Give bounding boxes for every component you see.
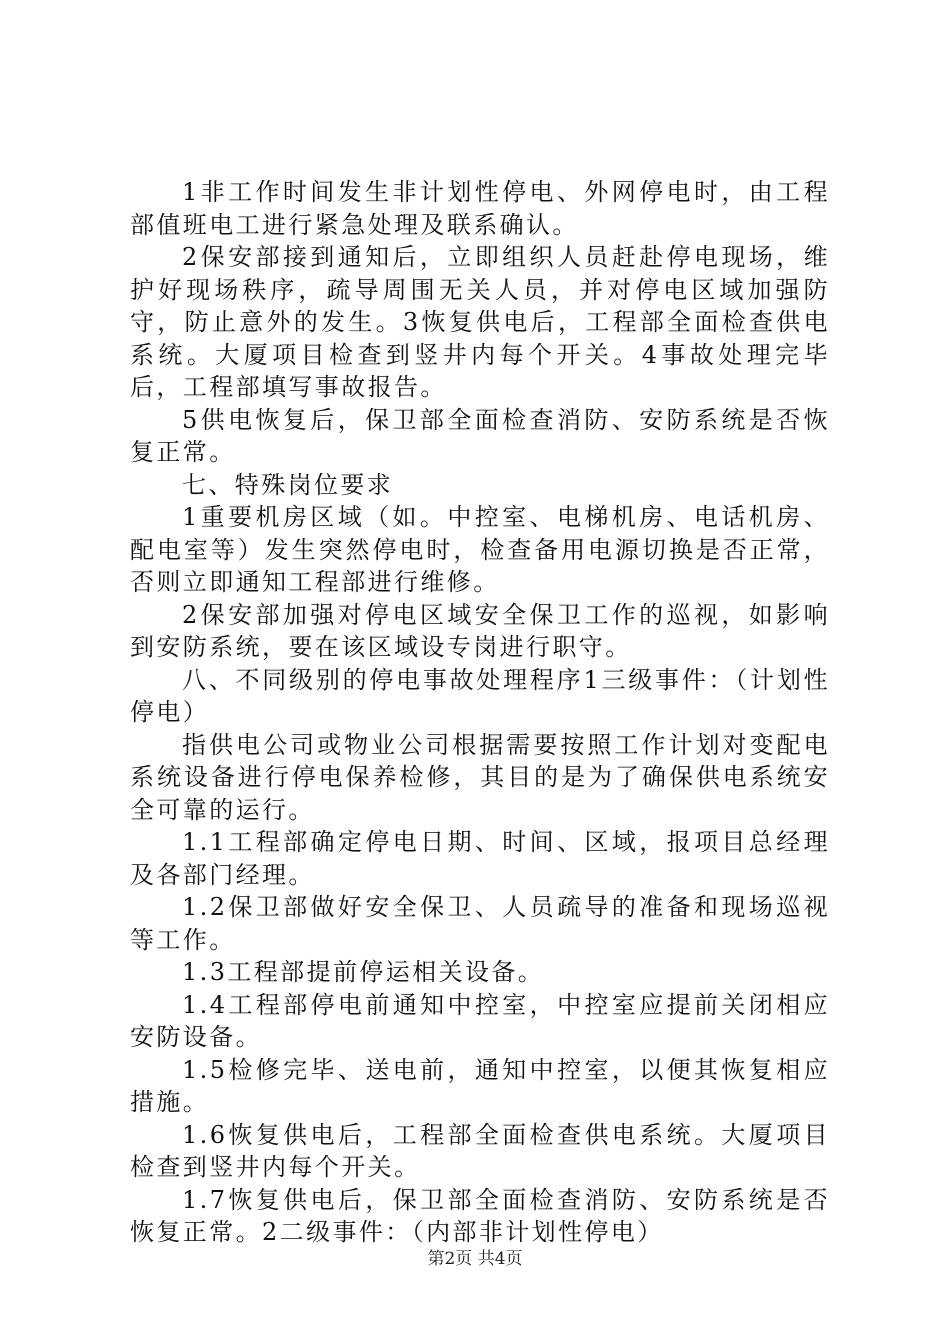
paragraph: 5供电恢复后，保卫部全面检查消防、安防系统是否恢复正常。: [130, 405, 830, 466]
list-item: 1.3工程部提前停运相关设备。: [182, 958, 545, 986]
list-item: 1.7恢复供电后，保卫部全面检查消防、安防系统是否恢复正常。2二级事件：（内部非计划性停电）: [130, 1185, 830, 1246]
paragraph: 2保安部接到通知后，立即组织人员赶赴停电现场，维护好现场秩序，疏导周围无关人员，并对停电区域加强防守，防止意外的发生。3恢复供电后，工程部全面检查供电系统。大厦项目检查到竖井内每个开关。4事故处理完毕后，工程部填写事故报告。: [130, 243, 830, 401]
section-heading: 七、特殊岗位要求: [182, 470, 394, 499]
paragraph: 1非工作时间发生非计划性停电、外网停电时，由工程部值班电工进行紧急处理及联系确认。: [130, 178, 830, 239]
paragraph: 指供电公司或物业公司根据需要按照工作计划对变配电系统设备进行停电保养检修，其目的是为了确保供电系统安全可靠的运行。: [130, 730, 830, 824]
list-item: 1.4工程部停电前通知中控室，中控室应提前关闭相应安防设备。: [130, 990, 830, 1051]
list-item: 1.2保卫部做好安全保卫、人员疏导的准备和现场巡视等工作。: [130, 893, 830, 954]
list-item: 1.5检修完毕、送电前，通知中控室，以便其恢复相应措施。: [130, 1055, 830, 1116]
paragraph: 2保安部加强对停电区域安全保卫工作的巡视，如影响到安防系统，要在该区域设专岗进行职守。: [130, 600, 830, 661]
paragraph: 1重要机房区域（如。中控室、电梯机房、电话机房、配电室等）发生突然停电时，检查备用电源切换是否正常，否则立即通知工程部进行维修。: [130, 503, 830, 596]
section-heading: 八、不同级别的停电事故处理程序1三级事件：（计划性停电）: [130, 665, 830, 726]
page-footer: 第2页 共4页: [427, 1249, 523, 1269]
list-item: 1.6恢复供电后，工程部全面检查供电系统。大厦项目检查到竖井内每个开关。: [130, 1120, 830, 1181]
document-body: [130, 176, 830, 1249]
list-item: 1.1工程部确定停电日期、时间、区域，报项目总经理及各部门经理。: [130, 828, 830, 889]
